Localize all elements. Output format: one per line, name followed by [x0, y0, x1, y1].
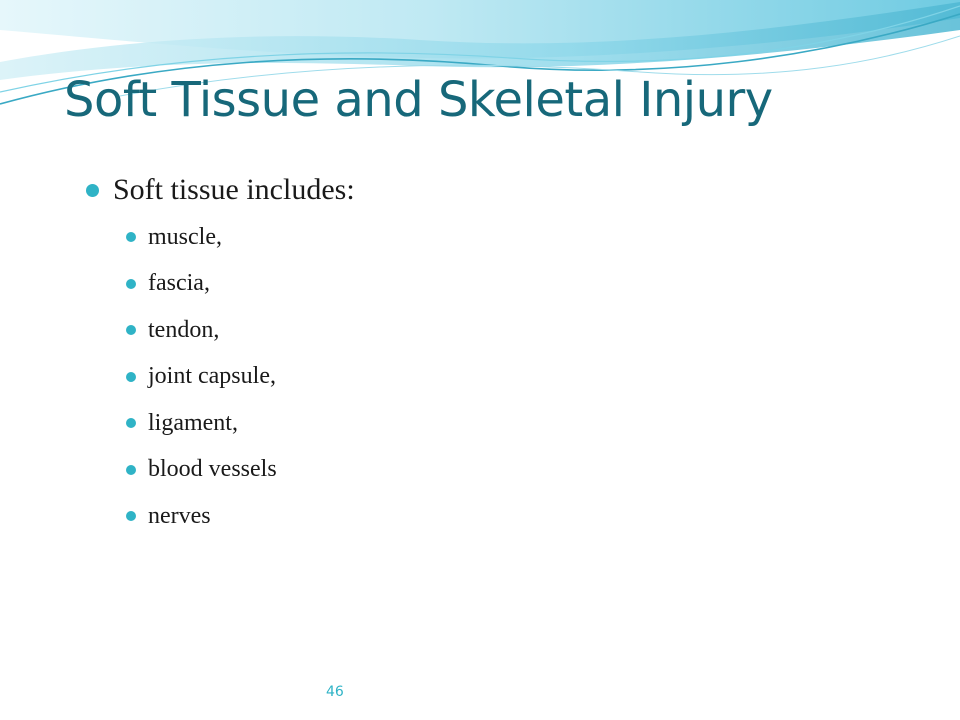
sub-bullet-text: nerves	[148, 502, 211, 529]
sub-bullet-text: ligament,	[148, 409, 238, 436]
sub-bullet-text: joint capsule,	[148, 363, 276, 390]
sub-bullet-text: muscle,	[148, 223, 222, 250]
sub-bullet-dot-icon	[126, 232, 136, 242]
sub-bullet-item	[126, 493, 355, 540]
sub-bullet-text: fascia,	[148, 270, 210, 297]
sub-bullet-text: tendon,	[148, 316, 220, 343]
sub-bullet-item	[126, 261, 355, 308]
sub-bullet-dot-icon	[126, 418, 136, 428]
sub-bullet-item	[126, 307, 355, 354]
sub-bullet-dot-icon	[126, 511, 136, 521]
slide-title: Soft Tissue and Skeletal Injury	[64, 72, 773, 128]
bullet-text: Soft tissue includes:	[113, 173, 355, 206]
sub-bullet-item	[126, 354, 355, 401]
bullet-list	[86, 166, 355, 540]
sub-bullet-list	[86, 214, 355, 540]
sub-bullet-item	[126, 447, 355, 494]
sub-bullet-dot-icon	[126, 465, 136, 475]
sub-bullet-dot-icon	[126, 279, 136, 289]
bullet-item	[86, 166, 355, 214]
sub-bullet-dot-icon	[126, 372, 136, 382]
sub-bullet-item	[126, 400, 355, 447]
sub-bullet-item	[126, 214, 355, 261]
sub-list-container	[86, 214, 355, 540]
sub-bullet-dot-icon	[126, 325, 136, 335]
page-number: 46	[326, 684, 344, 700]
bullet-dot-icon	[86, 184, 99, 197]
sub-bullet-text: blood vessels	[148, 456, 277, 483]
